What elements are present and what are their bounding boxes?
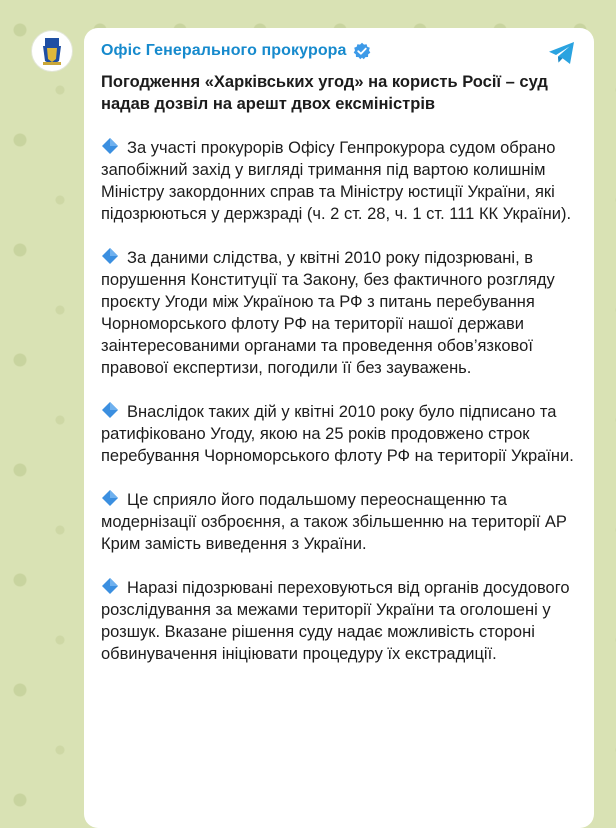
paragraph-text: Наразі підозрювані переховуються від органів досудового розслідування за межами території України та оголошені у розшук. Вказане рішення суду надає можливість стороні обвинувачення ініціювати процедуру їх екстрадиції. xyxy=(101,579,570,663)
paragraph-1 xyxy=(101,137,579,225)
blue-diamond-icon xyxy=(101,247,119,265)
telegram-share-icon[interactable] xyxy=(547,39,577,67)
blue-diamond-icon xyxy=(101,401,119,419)
paragraph-text: Внаслідок таких дій у квітні 2010 року було підписано та ратифіковано Угоду, якою на 25 років продовжено строк перебування Чорноморського флоту РФ на території України. xyxy=(101,403,574,465)
channel-avatar[interactable] xyxy=(31,30,73,72)
paragraph-2 xyxy=(101,247,579,379)
blue-diamond-icon xyxy=(101,137,119,155)
blue-diamond-icon xyxy=(101,489,119,507)
verified-badge-icon xyxy=(353,42,371,60)
paragraph-text: За даними слідства, у квітні 2010 року підозрювані, в порушення Конституції та Закону, без фактичного розгляду проєкту Угоди між Україною та РФ з питань перебування Чорноморського флоту РФ на території нашої держави заінтересованими органами та проведення обов’язкової правової експертизи, погодили її без зауважень. xyxy=(101,249,555,377)
paragraph-5 xyxy=(101,577,579,665)
channel-name[interactable]: Офіс Генерального прокурора xyxy=(101,42,347,59)
post-title: Погодження «Харківських угод» на користь Росії – суд надав дозвіл на арешт двох ексміністрів xyxy=(101,73,548,113)
paragraph-text: За участі прокурорів Офісу Генпрокурора судом обрано запобіжний захід у вигляді тримання під вартою колишнім Міністру закордонних справ та Міністру юстиції України, які підозрюються у держзраді (ч. 2 ст. 28, ч. 1 ст. 111 КК України). xyxy=(101,139,572,223)
paragraph-4 xyxy=(101,489,579,555)
paragraph-3 xyxy=(101,401,579,467)
blue-diamond-icon xyxy=(101,577,119,595)
prosecutor-emblem-icon xyxy=(37,35,67,67)
paragraph-text: Це сприяло його подальшому переоснащенню та модернізації озброєння, а також збільшенню на території АР Крим замість виведення з України. xyxy=(101,491,567,553)
message-bubble xyxy=(84,28,594,828)
message-header xyxy=(101,40,580,62)
